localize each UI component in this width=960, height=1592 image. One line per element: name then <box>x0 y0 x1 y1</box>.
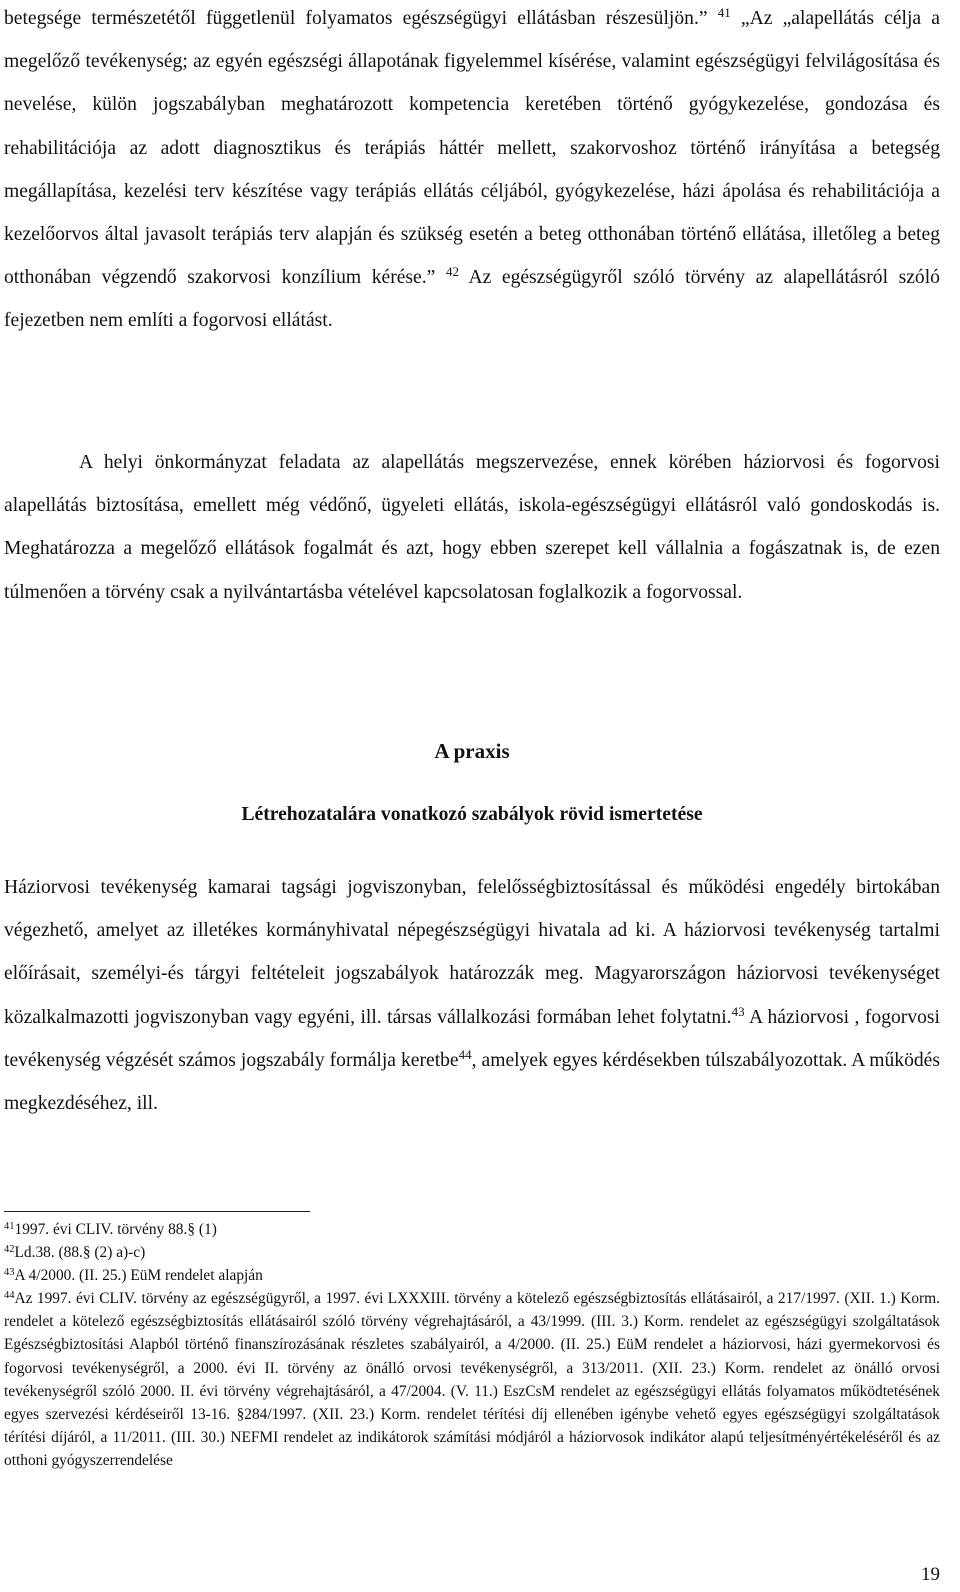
paragraph-praxis-tail: , amelyek egyes kérdésekben túlszabályozottak. A működés megkezdéséhez, ill. <box>4 1049 941 1115</box>
section-title: A praxis <box>434 739 510 763</box>
paragraph-intro-lead: betegsége természetétől függetlenül folyamatos egészségügyi ellátásban részesüljön.” <box>4 8 718 29</box>
footnote-item <box>4 1241 940 1264</box>
footnotes <box>4 1218 940 1472</box>
footnote-number: 43 <box>4 1267 15 1279</box>
paragraph-praxis-mid: A háziorvosi , fogorvosi tevékenység végzését számos jogszabály formálja keretbe <box>4 1006 940 1071</box>
footnote-ref-41[interactable]: 41 <box>717 5 731 20</box>
footnote-item <box>4 1264 940 1287</box>
footnote-text: Ld.38. (88.§ (2) a)-c) <box>14 1244 146 1262</box>
footnote-text: Az 1997. évi CLIV. törvény az egészségügyről, a 1997. évi LXXXIII. törvény a kötelező egészségbiztosítás ellátásairól, a 217/1997. (XII. 1.) Korm. rendelet a kötelező egészségbiztosítás ellátásairól szóló törvény végrehajtásáról, a 43/1999. (III. 3.) Korm. rendelet az egészségügyi szolgáltatások Egészségbiztosítási Alapból történő finanszírozásának részletes szabályairól, a 4/2000. (II. 25.) EüM rendelet a háziorvosi, házi gyermekorvosi és fogorvosi tevékenységről, a 2000. évi II. törvény az önálló orvosi tevékenységről, a 313/2011. (XII. 23.) Korm. rendelet az önálló orvosi tevékenységről szóló 2000. II. évi törvény végrehajtásáról, a 47/2004. (V. 11.) EszCsM rendelet az egészségügyi ellátás folyamatos működtetésének egyes szervezési kérdéseiről 13-16. §284/1997. (XII. 23.) Korm. rendelet térítési díj ellenében igénybe vehető egyes egészségügyi szolgáltatások térítési díjáról, a 11/2011. (III. 30.) NEFMI rendelet az indikátorok számítási módjáról a háziorvosok indikátor alapú teljesítményértékeléséről és az otthoni gyógyszerrendelése <box>4 1290 940 1469</box>
footnote-number: 41 <box>4 1221 15 1232</box>
footnote-ref-43[interactable]: 43 <box>731 1003 745 1019</box>
footnote-item <box>4 1218 940 1241</box>
paragraph-local-government: A helyi önkormányzat feladata az alapellátás megszervezése, ennek körében háziorvosi és fogorvosi alapellátás biztosítása, emellett még védőnő, ügyeleti ellátás, iskola-egészségügyi ellátásról való gondoskodás is. Meghatározza a megelőző ellátások fogalmát és azt, hogy ebben szerepet kell vállalnia a fogászatnak is, de ezen túlmenően a törvény csak a nyilvántartásba vételével kapcsolatosan foglalkozik a fogorvossal. <box>4 452 940 603</box>
footnote-text: 1997. évi CLIV. törvény 88.§ (1) <box>14 1221 217 1238</box>
paragraph-intro <box>4 0 940 343</box>
paragraph-praxis-text: Háziorvosi tevékenység kamarai tagsági jogviszonyban, felelősségbiztosítással és működési engedély birtokában végezhető, amelyet az illetékes kormányhivatal népegészségügyi hivatala ad ki. A háziorvosi tevékenység tartalmi előírásait, személyi-és tárgyi feltételeit jogszabályok határozzák meg. Magyarországon háziorvosi tevékenységet közalkalmazotti jogviszonyban vagy egyéni, ill. társas vállalkozási formában lehet folytatni. <box>4 877 940 1028</box>
footnote-divider <box>4 1211 310 1212</box>
paragraph-praxis <box>4 866 940 1125</box>
footnote-number: 44 <box>4 1290 15 1302</box>
paragraph-intro-tail: Az egészségügyről szóló törvény az alapellátásról szóló fejezetben nem említi a fogorvosi ellátást. <box>4 267 940 332</box>
section-subtitle: Létrehozatalára vonatkozó szabályok rövid ismertetése <box>241 804 703 825</box>
paragraph-intro-text: „Az „alapellátás célja a megelőző tevékenység; az egyén egészségi állapotának figyelemmel kísérése, valamint egészségügyi felvilágosítása és nevelése, külön jogszabályban meghatározott kompetencia keretében történő gyógykezelése, gondozása és rehabilitációja az adott diagnosztikus és terápiás háttér mellett, szakorvoshoz történő irányítása a betegség megállapítása, kezelési terv készítése vagy terápiás ellátás céljából, gyógykezelése, házi ápolása és rehabilitációja a kezelőorvos által javasolt terápiás terv alapján és szükség esetén a beteg otthonában történő ellátása, illetőleg a beteg otthonában végzendő szakorvosi konzílium kérése.” <box>4 8 940 289</box>
footnote-number: 42 <box>4 1244 15 1256</box>
footnote-ref-42[interactable]: 42 <box>445 264 459 280</box>
footnote-ref-44[interactable]: 44 <box>458 1046 472 1062</box>
footnote-item <box>4 1287 940 1472</box>
page-number: 19 <box>921 1564 940 1585</box>
footnote-text: A 4/2000. (II. 25.) EüM rendelet alapján <box>14 1267 263 1285</box>
